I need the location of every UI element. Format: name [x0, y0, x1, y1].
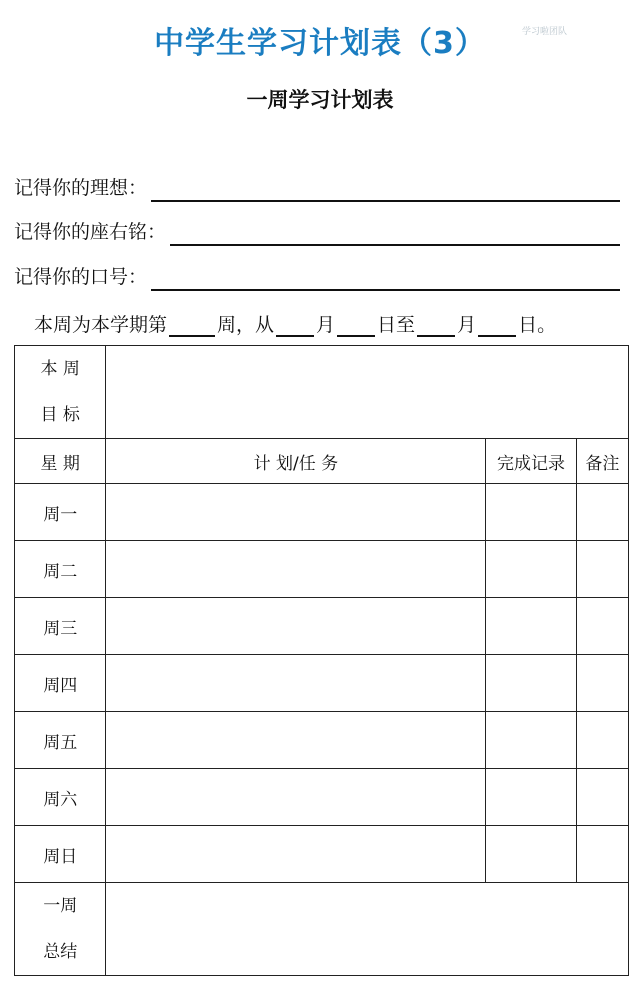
slogan-label: 记得你的口号： [14, 266, 148, 288]
start-month-label: 月 [316, 314, 336, 336]
day-label: 周六 [15, 769, 106, 826]
ideal-blank-line[interactable] [151, 176, 620, 202]
day-label: 周二 [15, 541, 106, 598]
end-month-label: 月 [457, 314, 477, 336]
notes-cell[interactable] [576, 826, 628, 883]
table-row [15, 598, 629, 655]
week-prefix: 本周为本学期第 [34, 314, 168, 336]
table-row [15, 484, 629, 541]
week-info-line [34, 310, 556, 337]
ideal-label: 记得你的理想： [14, 177, 148, 199]
record-cell[interactable] [486, 655, 576, 712]
motto-label: 记得你的座右铭： [14, 221, 167, 243]
header-weekday: 星 期 [15, 439, 106, 484]
day-label: 周四 [15, 655, 106, 712]
notes-cell[interactable] [576, 712, 628, 769]
record-cell[interactable] [486, 541, 576, 598]
start-day-label: 日至 [377, 314, 416, 336]
day-label: 周五 [15, 712, 106, 769]
week-suffix: 周，从 [217, 314, 275, 336]
watermark: 学习啦团队 [522, 27, 568, 37]
start-month-blank[interactable] [276, 313, 314, 337]
start-day-blank[interactable] [337, 313, 375, 337]
summary-label-line1: 一周 [43, 896, 78, 916]
plan-cell[interactable] [106, 712, 486, 769]
day-label: 周日 [15, 826, 106, 883]
notes-cell[interactable] [576, 598, 628, 655]
page-title: 中学生学习计划表（3） [154, 26, 486, 61]
notes-cell[interactable] [576, 541, 628, 598]
end-day-blank[interactable] [478, 313, 516, 337]
summary-row [15, 883, 629, 976]
goal-row [15, 346, 629, 439]
notes-cell[interactable] [576, 655, 628, 712]
notes-cell[interactable] [576, 769, 628, 826]
goal-label-line2: 目 标 [40, 405, 80, 425]
header-row [15, 439, 629, 484]
record-cell[interactable] [486, 769, 576, 826]
ideal-field [14, 172, 620, 202]
plan-cell[interactable] [106, 598, 486, 655]
goal-input-cell[interactable] [106, 346, 629, 439]
table-row [15, 541, 629, 598]
summary-label-line2: 总结 [43, 942, 78, 962]
motto-blank-line[interactable] [170, 220, 620, 246]
plan-cell[interactable] [106, 541, 486, 598]
day-label: 周三 [15, 598, 106, 655]
slogan-field [14, 261, 620, 291]
plan-cell[interactable] [106, 769, 486, 826]
record-cell[interactable] [486, 598, 576, 655]
header-notes: 备注 [576, 439, 628, 484]
header-record: 完成记录 [486, 439, 576, 484]
day-label: 周一 [15, 484, 106, 541]
record-cell[interactable] [486, 826, 576, 883]
table-row [15, 826, 629, 883]
summary-input-cell[interactable] [106, 883, 629, 976]
table-row [15, 712, 629, 769]
motto-field [14, 216, 620, 246]
record-cell[interactable] [486, 484, 576, 541]
end-month-blank[interactable] [417, 313, 455, 337]
slogan-blank-line[interactable] [151, 265, 620, 291]
goal-label-cell [15, 346, 106, 439]
table-row [15, 655, 629, 712]
record-cell[interactable] [486, 712, 576, 769]
summary-label-cell [15, 883, 106, 976]
week-number-blank[interactable] [169, 313, 215, 337]
header-plan: 计 划/任 务 [106, 439, 486, 484]
notes-cell[interactable] [576, 484, 628, 541]
plan-cell[interactable] [106, 826, 486, 883]
table-row [15, 769, 629, 826]
page-subtitle: 一周学习计划表 [246, 88, 394, 112]
plan-cell[interactable] [106, 484, 486, 541]
goal-label-line1: 本 周 [40, 359, 80, 379]
weekly-plan-table [14, 345, 629, 976]
end-day-label: 日。 [518, 314, 557, 336]
plan-cell[interactable] [106, 655, 486, 712]
